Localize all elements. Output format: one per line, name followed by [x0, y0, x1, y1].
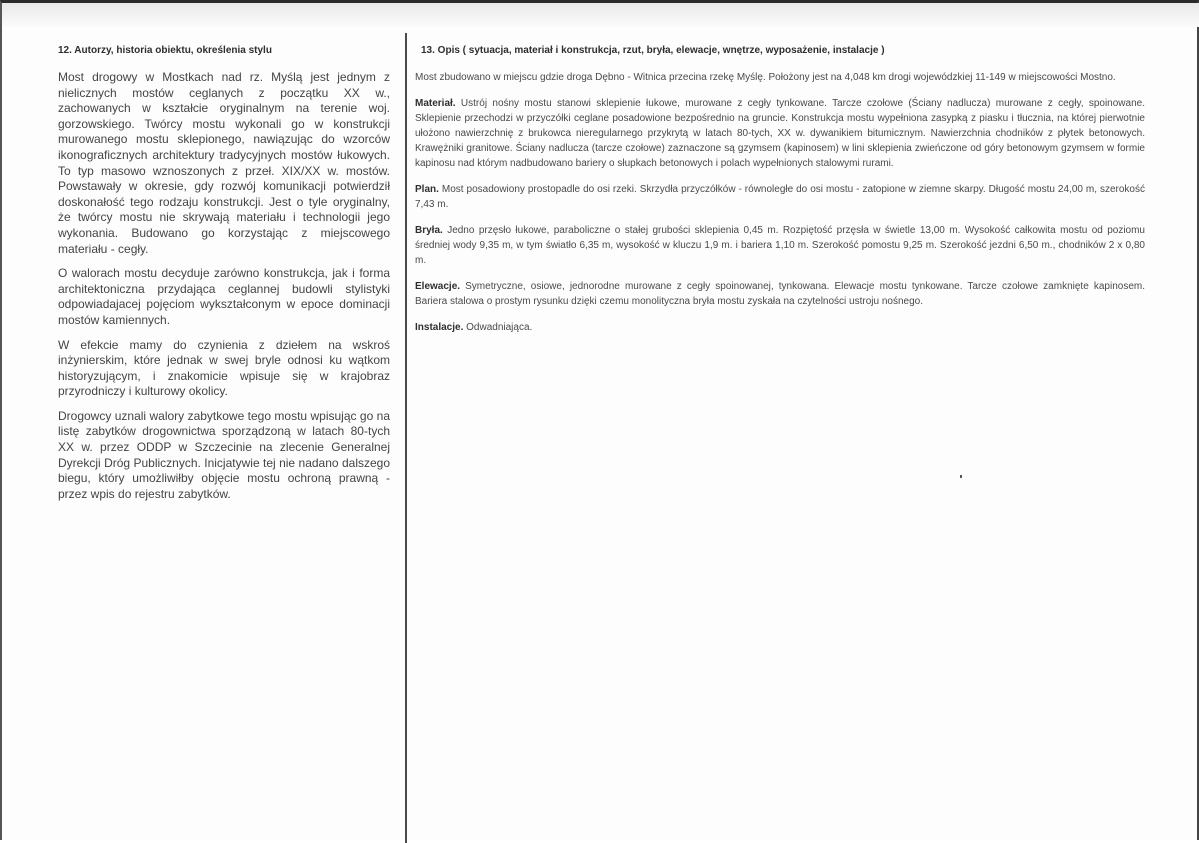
- scan-top-band: [2, 3, 1199, 27]
- location-paragraph: Most zbudowano w miejscu gdzie droga Dębno - Witnica przecina rzekę Myślę. Położony jest na 4,048 km drogi wojewódzkiej 11-149 w miejscowości Mostno.: [415, 72, 1116, 83]
- installations-text: Odwadniająca.: [466, 322, 533, 333]
- section-13-heading: 13. Opis ( sytuacja, materiał i konstrukcja, rzut, bryła, elewacje, wnętrze, wyposażenie, instalacje ): [421, 45, 885, 56]
- mass-label: Bryła.: [415, 225, 443, 236]
- plan-label: Plan.: [415, 184, 439, 195]
- elevations-paragraph: [415, 279, 1145, 309]
- material-paragraph: [415, 96, 1145, 171]
- scan-speck: [960, 475, 962, 478]
- mass-paragraph: [415, 223, 1145, 268]
- material-text: Ustrój nośny mostu stanowi sklepienie łukowe, murowane z cegły tynkowane. Tarcze czołowe (Ściany nadlucza) murowane z cegły, spoinowane. Sklepienie przechodzi w przyczółki ceglane posadowione bezpośrednio na gruncie. Konstrukcja mostu wypełniona zasypką z piasku i tłucznia, na której pierwotnie ułożono nawierzchnię z brukowca nieregularnego przykrytą w latach 80-tych, XX w. dywanikiem bitumicznym. Nawierzchnia chodników z płytek betonowych. Krawężniki granitowe. Ściany nadlucza (tarcze czołowe) zaznaczone są gzymsem (kapinosem) w lini sklepienia zwieńczone od góry betonowym gzymsem w formie kapinosu nad którym nadbudowano bariery o słupkach betonowych i polach wypełnionych stalowymi rurami.: [415, 98, 1145, 169]
- history-paragraph: O walorach mostu decyduje zarówno konstrukcja, jak i forma architektoniczna przydająca ceglannej budowli stylistyki odpowiadajacej pojęciom wykształconym w epoce dominacji mostów kamiennych.: [58, 266, 390, 327]
- elevations-label: Elewacje.: [415, 281, 461, 292]
- history-paragraph: W efekcie mamy do czynienia z dziełem na wskroś inżynierskim, które jednak w swej bryle odnosi ku wątkom historyzującym, i znakomicie wpisuje się w krajobraz przyrodniczy i kulturowy okolicy.: [58, 337, 390, 399]
- installations-paragraph: [415, 320, 1145, 335]
- installations-label: Instalacje.: [415, 322, 464, 333]
- mass-text: Jedno przęsło łukowe, paraboliczne o stałej grubości sklepienia 0,45 m. Rozpiętość przęsła w świetle 13,00 m. Wysokość całkowita mostu od poziomu średniej wody 9,35 m, w tym światło 6,35 m, wysokość w kluczu 1,9 m. i bariera 1,10 m. Szerokość pomostu 9,25 m. Szerokość jezdni 6,50 m., chodników 2 x 0,80 m.: [415, 225, 1145, 266]
- column-divider: [405, 33, 407, 843]
- history-paragraph: Drogowcy uznali walory zabytkowe tego mostu wpisując go na listę zabytków drogownictwa sporządzoną w latach 80-tych XX w. przez ODDP w Szczecinie na zlecenie Generalnej Dyrekcji Dróg Publicznych. Inicjatywie tej nie nadano dalszego biegu, który umożliwiłby objęcie mostu ochroną prawną - przez wpis do rejestru zabytków.: [58, 408, 390, 501]
- plan-paragraph: [415, 182, 1145, 212]
- material-label: Materiał.: [415, 98, 456, 109]
- plan-text: Most posadowiony prostopadle do osi rzeki. Skrzydła przyczółków - równoległe do osi mostu - zatopione w ziemne skarpy. Długość mostu 24,00 m, szerokość 7,43 m.: [415, 184, 1145, 210]
- section-12-heading: 12. Autorzy, historia obiektu, określenia stylu: [58, 45, 272, 56]
- section-13-column: [415, 45, 1145, 346]
- section-12-column: [58, 45, 390, 511]
- elevations-text: Symetryczne, osiowe, jednorodne murowane z cegły spoinowanej, tynkowana. Elewacje mostu tynkowane. Tarcze czołowe zamknięte kapinosem. Bariera stalowa o prostym rysunku dzięki czemu monolityczna bryła mostu zyskała na czytelności ustroju nośnego.: [415, 281, 1145, 307]
- history-paragraph: Most drogowy w Mostkach nad rz. Myślą jest jednym z nielicznych mostów ceglanych z początku XX w., zachowanych w kształcie oryginalnym na terenie woj. gorzowskiego. Twórcy mostu wykonali go w konstrukcji murowanego mostu sklepionego, nawiązując do wzorców ikonograficznych architektury tradycyjnych mostów łukowych. To typ masowo wznoszonych z przeł. XIX/XX w. mostów. Powstawały w okresie, gdy rozwój komunikacji potwierdził doskonałość tego rodzaju konstrukcji. Jest o tyle oryginalny, że twórcy mostu nie skrywają materiału i technologii jego wykonania. Budowano go korzystając z miejscowego materiału - cegły.: [58, 70, 390, 256]
